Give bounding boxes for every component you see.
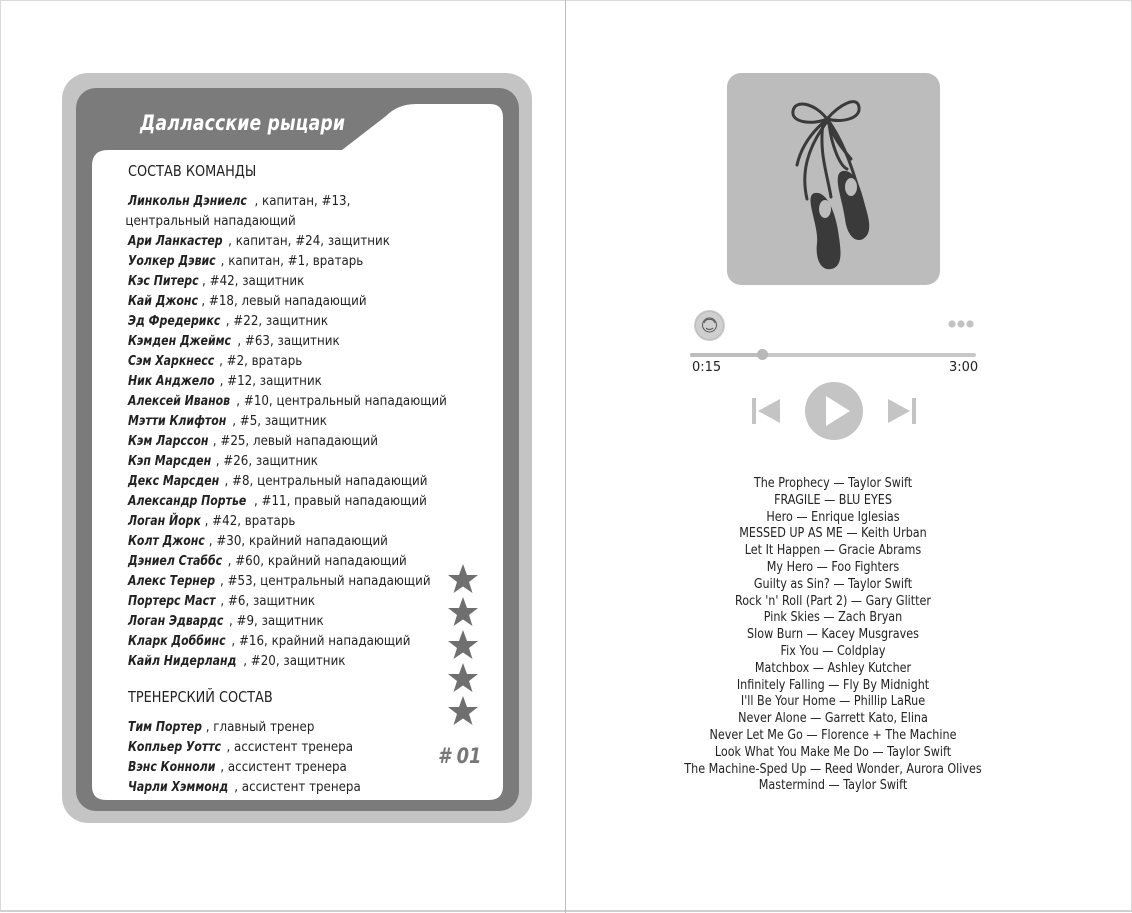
person-name: Алексей Иванов (128, 393, 231, 409)
person-role: , #18, левый нападающий (201, 293, 367, 309)
coach-row (128, 717, 410, 737)
person-name: Декс Марсден (128, 473, 220, 489)
track-item[interactable]: I'll Be Your Home — Phillip LaRue (740, 694, 926, 710)
person-role: , #53, центральный нападающий (220, 573, 431, 589)
person-role: , ассистент тренера (226, 739, 354, 755)
person-name: Копльер Уоттс (128, 739, 222, 755)
person-role: , #5, защитник (232, 413, 327, 429)
person-name: Уолкер Дэвис (128, 253, 216, 269)
coaches-list (128, 717, 448, 797)
person-role: , #25, левый нападающий (212, 433, 378, 449)
person-name: Кэм Ларссон (128, 433, 209, 449)
track-item[interactable]: Slow Burn — Kacey Musgraves (747, 627, 919, 643)
person-role: , главный тренер (205, 719, 315, 735)
track-item[interactable]: Guilty as Sin? — Taylor Swift (753, 576, 913, 592)
person-name: Мэтти Клифтон (128, 413, 227, 429)
person-role: , капитан, #13, (254, 193, 351, 209)
person-name: Логан Йорк (128, 513, 201, 529)
roster-row (125, 211, 410, 231)
roster-row (128, 551, 410, 571)
track-item[interactable]: Pink Skies — Zach Bryan (763, 610, 903, 626)
current-time: 0:15 (692, 360, 722, 375)
roster-row (128, 571, 431, 591)
person-role: центральный нападающий (125, 213, 296, 229)
person-role: , #30, крайний нападающий (208, 533, 388, 549)
roster-row (128, 311, 410, 331)
roster-row (128, 651, 410, 671)
person-name: Алекс Тернер (128, 573, 216, 589)
person-role: , #2, вратарь (219, 353, 303, 369)
coaches-heading: ТРЕНЕРСКИЙ СОСТАВ (128, 688, 273, 706)
coach-row (128, 757, 410, 777)
track-item[interactable]: Rock 'n' Roll (Part 2) — Gary Glitter (734, 593, 932, 609)
person-role: , ассистент тренера (220, 759, 347, 775)
team-title: Далласские рыцари (140, 111, 346, 135)
person-role: , #22, защитник (225, 313, 329, 329)
person-role: , #42, защитник (202, 273, 305, 289)
roster-row (128, 591, 410, 611)
roster-row (128, 491, 427, 511)
roster-row (128, 371, 410, 391)
track-item[interactable]: MESSED UP AS ME — Keith Urban (739, 526, 927, 542)
roster-row (128, 531, 410, 551)
track-item[interactable]: Mastermind — Taylor Swift (758, 778, 908, 794)
star-icon (446, 694, 480, 728)
progress-bar[interactable] (690, 353, 976, 357)
person-name: Эд Фредерикс (128, 313, 221, 329)
track-item[interactable]: FRAGILE — BLU EYES (774, 492, 892, 508)
person-name: Кайл Нидерланд (128, 653, 237, 669)
person-name: Кэмден Джеймс (128, 333, 232, 349)
track-item[interactable]: Fix You — Coldplay (780, 643, 886, 659)
person-role: , #60, крайний нападающий (227, 553, 407, 569)
album-cover (727, 73, 940, 285)
person-role: , #26, защитник (215, 453, 318, 469)
track-item[interactable]: Matchbox — Ashley Kutcher (754, 660, 912, 676)
track-item[interactable]: Hero — Enrique Iglesias (766, 509, 900, 525)
person-role: , #11, правый нападающий (253, 493, 427, 509)
person-name: Колт Джонс (128, 533, 205, 549)
roster-row (128, 291, 410, 311)
more-options-icon[interactable] (946, 318, 976, 330)
person-name: Чарли Хэммонд (128, 779, 229, 795)
person-role: , #8, центральный нападающий (224, 473, 428, 489)
track-item[interactable]: Never Let Me Go — Florence + The Machine (709, 727, 957, 743)
person-role: , ассистент тренера (234, 779, 361, 795)
book-spine (565, 0, 566, 913)
person-name: Кай Джонс (128, 293, 198, 309)
avatar-face-icon (694, 310, 725, 341)
track-item[interactable]: My Hero — Foo Fighters (766, 559, 900, 575)
ballet-shoes-icon (727, 73, 940, 285)
artist-avatar[interactable] (694, 310, 725, 341)
star-icon (446, 661, 480, 695)
person-name: Александр Портье (128, 493, 247, 509)
track-item[interactable]: The Machine-Sped Up — Reed Wonder, Aurora Olives (684, 761, 982, 777)
roster-row (128, 631, 410, 651)
person-role: , капитан, #24, защитник (228, 233, 390, 249)
person-role: , капитан, #1, вратарь (220, 253, 364, 269)
person-role: , #20, защитник (243, 653, 346, 669)
roster-row (128, 251, 410, 271)
roster-row (128, 451, 410, 471)
person-name: Логан Эдвардс (128, 613, 224, 629)
person-name: Портерс Маст (128, 593, 216, 609)
roster-row (128, 271, 410, 291)
person-name: Дэниел Стаббс (128, 553, 223, 569)
star-icon (446, 562, 480, 596)
person-role: , #16, крайний нападающий (231, 633, 411, 649)
person-name: Ник Анджело (128, 373, 215, 389)
track-item[interactable]: Look What You Make Me Do — Taylor Swift (714, 744, 952, 760)
person-role: , #9, защитник (228, 613, 324, 629)
roster-row (128, 431, 410, 451)
person-name: Кэп Марсден (128, 453, 212, 469)
track-item[interactable]: Let It Happen — Gracie Abrams (744, 543, 922, 559)
track-list (640, 476, 1026, 795)
star-rating (446, 562, 480, 727)
roster-row (128, 231, 410, 251)
person-name: Ари Ланкастер (128, 233, 223, 249)
person-role: , #12, защитник (219, 373, 322, 389)
roster-row (128, 511, 410, 531)
card-number: # 01 (438, 744, 482, 768)
person-name: Сэм Харкнесс (128, 353, 215, 369)
roster-row (128, 331, 410, 351)
star-icon (446, 628, 480, 662)
person-role: , #10, центральный нападающий (236, 393, 447, 409)
track-item[interactable]: Never Alone — Garrett Kato, Elina (738, 711, 928, 727)
track-item[interactable]: Infinitely Falling — Fly By Midnight (736, 677, 930, 693)
person-role: , #6, защитник (220, 593, 316, 609)
play-button[interactable] (804, 381, 864, 441)
roster-row (128, 611, 410, 631)
roster-row (128, 471, 428, 491)
roster-row (128, 411, 410, 431)
person-role: , #63, защитник (237, 333, 340, 349)
person-name: Линкольн Дэниелс (128, 193, 247, 209)
person-name: Кэс Питерс (128, 273, 199, 289)
roster-row (128, 191, 410, 211)
next-track-icon[interactable] (886, 396, 918, 426)
coach-row (128, 777, 410, 797)
roster-row (128, 351, 410, 371)
person-role: , #42, вратарь (204, 513, 296, 529)
roster-heading: СОСТАВ КОМАНДЫ (128, 162, 257, 180)
progress-thumb[interactable] (757, 349, 768, 360)
track-item[interactable]: The Prophecy — Taylor Swift (753, 476, 913, 491)
roster-row (128, 391, 447, 411)
roster-list (125, 191, 448, 671)
previous-track-icon[interactable] (750, 396, 782, 426)
person-name: Вэнс Конноли (128, 759, 216, 775)
coach-row (128, 737, 410, 757)
person-name: Кларк Доббинс (128, 633, 226, 649)
total-time: 3:00 (949, 360, 979, 375)
star-icon (446, 595, 480, 629)
progress-fill (690, 353, 762, 357)
person-name: Тим Портер (128, 719, 202, 735)
